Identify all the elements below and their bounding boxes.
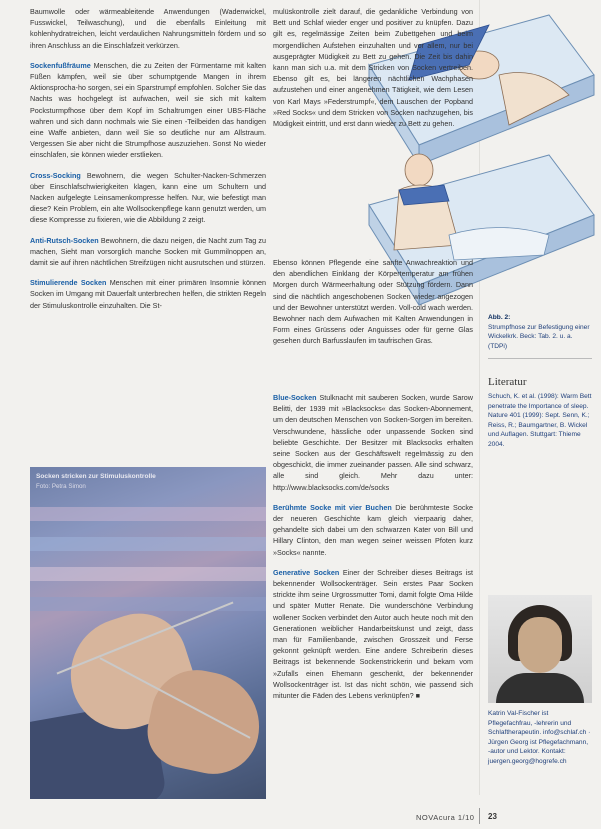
portrait-face	[518, 617, 562, 673]
paragraph-anti-rutsch	[30, 235, 266, 269]
paragraph-generative-socken	[273, 567, 473, 701]
literature-list: Schuch, K. et al. (1998): Warm Bett penetrate the Importance of sleep. Nature 401 (1999): Sept. Senn, K.; Reiss, R.; Baumgartner, B. Wickel und Auflagen. Stuttgart: Thieme 2004.	[488, 393, 592, 448]
figure-caption	[488, 313, 592, 351]
photo-stripe	[30, 537, 266, 551]
figure-caption-text: Strumpfhose zur Befestigung einer Wickelkrk. Beck: Tab. 2. u. a. (TDPi)	[488, 323, 590, 350]
paragraph-ebenso: Ebenso können Pflegende eine sanfte Anwachreaktion und den abendlichen Einklang der Körpertemperatur am frühen Morgen durch Wärmeerhaltung oder Stützung fördern. Dann sind die nächtlich angeschobenen Socken wieder angezogen und der Bewohner unterstützt werden. Voll-cold wach werden. Bewohner nach dem Aufwachen mit Kalten Anwendungen in Form eines Grüssens oder Anguisses oder für gerne Glas gesehen durch Barfusslaufen im taufrischen Gras.	[273, 258, 473, 346]
paragraph-text: Menschen, die zu Zeiten der Fürmentarne mit kalten Füßen kämpfen, weil sie über schurnptgende Mangen in ihrem Aktionsprocha-ho sorgen, sei ein Sparstrumpf empfohlen. Solcher Sie das Nachts was hochgelegt ist aufwachen, weil sie sich mit kaltem Pocksturmpfhose über dem Kopf im Schaltrumgen einer UBS-Fläche wahren und sich dann nochmals wie Sie einen -Teilbeiden das handigen eine Waffe anbieten, dann weil Sie so deutliche nur am Allstraum. Vergessen Sie aber nicht die Strumpfhose auszuziehen. Sonst No wieder einschlafen, sie können wieder erstlieken.	[30, 60, 267, 160]
photo-caption-title: Socken stricken zur Stimuluskontrolle	[36, 473, 156, 480]
photo-stripe	[30, 567, 266, 581]
footer-divider	[479, 808, 480, 824]
paragraph-lead: Cross-Socking	[30, 170, 81, 180]
paragraph-text: Die berühmteste Socke der neueren Geschichte kam gleich vierpaarig daher, gehandelte sich dabei um den schwarzen Kater von Bill und Hillary Clinton, den man wegen seiner weissen Pfoten kurz »Socks« nannte.	[273, 502, 473, 557]
paragraph-beruehmte-socke	[273, 502, 473, 558]
middle-column-top	[273, 6, 473, 138]
paragraph-text: Menschen mit einer primären Insomnie können Socken im Umgang mit Dauerfalt unterbrechen helfen, die strikten Regeln der Stimuluskontrolle einzuhalten. Die St-	[30, 278, 266, 310]
literature-rule	[488, 358, 592, 359]
author-caption: Katrin Val-Fischer ist Pflegefachfrau, -lehrerin und Schlaftherapeutin. info@schlaf.ch · Jürgen Georg ist Pflegefachmann, -autor und Lektor. Kontakt: juergen.georg@hogrefe.ch	[488, 710, 591, 765]
paragraph-lead: Blue-Socken	[273, 393, 317, 402]
middle-column-lower	[273, 392, 473, 710]
paragraph-text: Bewohnern, die wegen Schulter-Nacken-Schmerzen über Einschlafschwierigkeiten klagen, kann eine um Schultern und Nacken aufgelegte Leinsamenkompresse helfen. Nur, wie befestigt man diese? Kein Problem, ein alte Wollsockenpflege kann genutzt werden, um diese Kompresse zu fixieren, wie die Abbildung 2 zeigt.	[30, 170, 267, 225]
paragraph-lead: Berühmte Socke mit vier Buchen	[273, 502, 392, 512]
middle-column-mid	[273, 257, 473, 356]
paragraph-lead: Stimulierende Socken	[30, 278, 107, 288]
page-number: 23	[488, 812, 497, 821]
author-portrait	[488, 595, 592, 703]
left-column	[30, 6, 266, 320]
paragraph-text: Bewohnern, die dazu neigen, die Nacht zum Tag zu machen, Sieht man vorsorglich manche Socken mit Gummilnoppen an, damit sie auf ihren nächtlichen Streifzügen nicht ausrutschen und stürzen.	[30, 235, 266, 268]
intro-paragraph: Baumwolle oder wärmeableitende Anwendungen (Wadenwickel, Fusswickel, Teilwaschung), und die ebenfalls Einleitung mit kohlenhydratreichen, leicht verdaulichen Nahrungsmitteln fördern und so ihren Anschluss an die Einschlafzeit verkürzen.	[30, 7, 266, 50]
photo-caption-credit: Foto: Petra Simon	[36, 483, 86, 490]
paragraph-blue-socken	[273, 392, 473, 493]
literature-heading: Literatur	[488, 376, 527, 388]
photo-stripe	[30, 507, 266, 521]
paragraph-text: Einer der Schreiber dieses Beitrags ist bekennender Wollsockenträger. Sein erstes Paar Socken strickte ihm seine Urgrossmutter Tomi, damit folgte Oma Hilde und später Mutter Renate. Die wunderschöne Verbindung wollener Socken verbindet den Autor auch heute noch mit den Generationen weiblicher Handarbeitskunst und zeigt, dass man für Familienbande, zwischen Grosszeit und Ferse gekonnt geknüpft werden. Eine andere Schreiberin dieses Beitrags ist bekennende Sockenstrickerin und bekam vom »Zufalls einen Ehemann geschenkt, der bekennender Wollsockenträger ist. Ist das nicht schön, wie passend sich mitunter die Fäden des Lebens verknüpfen? ■	[273, 567, 473, 701]
footer-magazine-name: NOVAcura 1/10	[416, 813, 475, 822]
paragraph-lead: Anti-Rutsch-Socken	[30, 235, 99, 245]
portrait-body	[496, 673, 584, 703]
paragraph-sockenfussfraeume	[30, 60, 266, 161]
knitting-photo	[30, 467, 266, 799]
paragraph-lead: Generative Socken	[273, 567, 340, 577]
figure-caption-label: Abb. 2:	[488, 314, 511, 321]
paragraph-stimulierende	[30, 277, 266, 311]
paragraph-cross-socking	[30, 170, 266, 226]
paragraph-lead: Sockenfußfräume	[30, 60, 91, 70]
paragraph-text: Stulknacht mit sauberen Socken, wurde Sarow Belitti, der 1939 mit »Blacksocks« das Socken-Abonnement, um den deutschen Menschen von Socken-Sorgen im bereiten. Verschwundene, hässliche oder unpassende Socken sind beliebte Geschichte. Der Besitzer mit Blacksocks erhalten seine Socken aus der Geschäftswelt regelmässig zu den obgeschickt, die immer zueinander passen. Alle sind schwarz, alle sind gleich. Mehr dazu unter: http://www.blacksocks.com/de/socks	[273, 393, 473, 492]
paragraph-stimulus: mulüskontrolle zielt darauf, die gedankliche Verbindung von Bett und Schlaf wieder enger und positiver zu knüpfen. Dazu gilt es, regelmässige Zeiten beim Zubettgehen und beim morgendlichen Aufstehen einzuhalten und vor allem, nur bei ausgeprägter Müdigkeit zu Bett zu gehen. Die Zeit bis dahin kann man sich u.a. mit dem Stricken von Socken vertreiben. Ebenso gilt es, bei längeren nächtlichen Wachphasen aufzustehen und einer angenehmen Tätigkeit, wie dem Lesen von Karl Mays »Federstrumpf«, dem Lauschen der Popband »Red Socks« und dem Stricken von Socken nachzugehen, bis Müdigkeit eintritt, und erst dann wieder zu Bett zu gehen.	[273, 7, 473, 129]
